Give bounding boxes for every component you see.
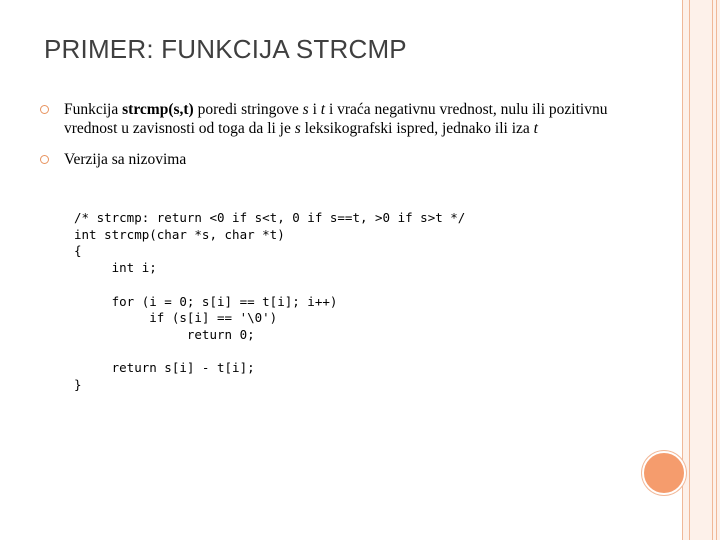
code-line: [74, 344, 465, 361]
right-border-decoration: [682, 0, 720, 540]
code-line: [74, 277, 465, 294]
code-line: int i;: [74, 260, 157, 276]
code-block: [74, 210, 465, 394]
code-line: int strcmp(char *s, char *t): [74, 226, 285, 242]
bullet-list: [38, 100, 638, 169]
code-line: if (s[i] == '\0'): [74, 310, 278, 326]
border-line: [689, 0, 690, 540]
bullet-item: [38, 150, 638, 169]
border-line: [716, 0, 717, 540]
bullet-circle-icon: [40, 105, 49, 114]
function-name: strcmp(s,t): [122, 101, 194, 118]
code-line: }: [74, 377, 82, 393]
bullet-text: Funkcija strcmp(s,t) poredi stringove s i t i vraća negativnu vrednost, nulu ili pozitivnu vrednost u zavisnosti od toga da li je s leksikografski ispred, jednako ili iza t: [64, 101, 608, 137]
bullet-circle-icon: [40, 155, 49, 164]
code-line: return s[i] - t[i];: [74, 360, 255, 376]
bullet-text: Verzija sa nizovima: [64, 151, 187, 168]
slide-title: PRIMER: FUNKCIJA STRCMP: [44, 34, 407, 64]
decorative-circle: [642, 451, 686, 495]
code-line: {: [74, 243, 82, 259]
border-line: [682, 0, 683, 540]
bullet-item: [38, 100, 618, 138]
code-line: return 0;: [74, 326, 255, 342]
code-line: for (i = 0; s[i] == t[i]; i++): [74, 293, 338, 309]
border-line: [712, 0, 713, 540]
code-line: /* strcmp: return <0 if s<t, 0 if s==t, >0 if s>t */: [74, 210, 466, 225]
